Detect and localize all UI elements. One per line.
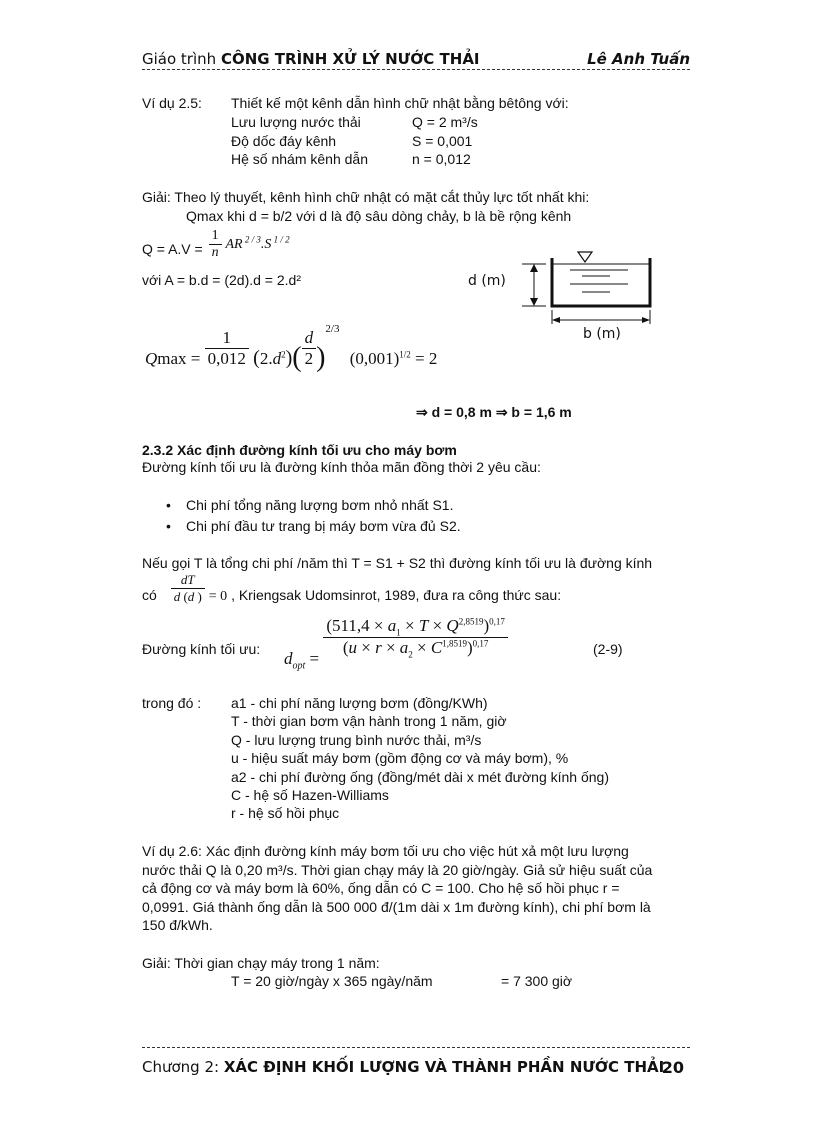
ex25-row-0-name: Lưu lượng nước thải [231,114,361,130]
ex26-solution: Giải: Thời gian chạy máy trong 1 năm: [142,955,380,971]
ex25-row-2-name: Hệ số nhám kênh dẫn [231,151,368,167]
where-item: a1 - chi phí năng lượng bơm (đồng/KWh) [231,695,488,711]
ex26-line: Ví dụ 2.6: Xác định đường kính máy bơm tối ưu cho việc hút xả một lưu lượng [142,843,629,859]
dopt-formula: $d_{opt}$ = $\frac{(511,4 \times a_1 \times T \times Q^{2,8519})^{0,17}}{(u \times r \times a_2 \times C^{1,8519})^{0,17}}$ [284,616,508,660]
list-item: • Chi phí đầu tư trang bị máy bơm vừa đủ S2. [162,518,461,539]
page-header [142,50,690,68]
where-item: a2 - chi phí đường ống (đồng/mét dài x mét đường kính ống) [231,769,609,785]
footer-divider [142,1047,690,1049]
ex25-solution-line1: Giải: Theo lý thuyết, kênh hình chữ nhật có mặt cắt thủy lực tốt nhất khi: [142,189,590,205]
ex25-result: ⇒ d = 0,8 m ⇒ b = 1,6 m [416,404,572,420]
ex25-solution-line2: Qmax khi d = b/2 với d là độ sâu dòng chảy, b là bề rộng kênh [186,208,572,224]
ex26-line: 150 đ/kWh. [142,917,213,933]
width-arrow [552,310,650,324]
ex25-label: Ví dụ 2.5: [142,95,202,111]
footer-prefix: Chương 2: [142,1058,220,1076]
depth-arrow [522,264,546,306]
para2-prefix: có [142,587,157,604]
header-title: CÔNG TRÌNH XỬ LÝ NƯỚC THẢI [220,50,480,68]
list-item: • Chi phí tổng năng lượng bơm nhỏ nhất S1. [162,497,461,518]
page-number: 20 [661,1058,684,1077]
ex26-calc-rhs: = 7 300 giờ [501,973,573,989]
ex26-line: nước thải Q là 0,20 m³/s. Thời gian chạy máy là 20 giờ/ngày. Giả sử hiệu suất của [142,862,653,878]
where-item: Q - lưu lượng trung bình nước thải, m³/s [231,732,482,748]
manning-term: AR $^{2 / 3}$.S $^{1 / 2}$ [225,234,290,253]
ex25-row-1-name: Độ dốc đáy kênh [231,133,337,149]
ex25-row-1-value: S = 0,001 [412,133,473,149]
dT-dd-fraction: $\frac{dT}{d (d )}$ [171,572,205,605]
one-over-n: $\frac{1}{n}$ [209,228,222,261]
ex26-calc-lhs: T = 20 giờ/ngày x 365 ngày/năm [231,973,433,989]
ex26-line: cả động cơ và máy bơm là 60%, ống dẫn có C = 100. Cho hệ số hồi phục r = [142,880,620,896]
section-title: 2.3.2 Xác định đường kính tối ưu cho máy bơm [142,442,457,458]
where-item: r - hệ số hồi phục [231,805,340,821]
where-label: trong đó : [142,695,202,711]
ex25-intro: Thiết kế một kênh dẫn hình chữ nhật bằng bêtông với: [231,95,569,111]
header-author: Lê Anh Tuấn [587,50,690,68]
ex25-row-2-value: n = 0,012 [412,151,471,167]
section-para1: Nếu gọi T là tổng chi phí /năm thì T = S1 + S2 thì đường kính tối ưu là đường kính [142,555,653,571]
channel-figure [460,240,670,350]
header-prefix: Giáo trình [142,50,217,68]
q-formula [142,228,290,268]
section-para2: có $\frac{dT}{d (d )}$ = 0 , Kriengsak Udomsinrot, 1989, đưa ra công thức sau: [142,572,562,605]
footer-title: XÁC ĐỊNH KHỐI LƯỢNG VÀ THÀNH PHẦN NƯỚC THẢI [223,1058,665,1076]
page-footer [142,1058,690,1076]
ex26-line: 0,0991. Giá thành ống dẫn là 500 000 đ/(1m dài x 1m đường kính), chi phí bơm là [142,899,651,915]
where-item: T - thời gian bơm vận hành trong 1 năm, giờ [231,713,507,729]
water-level-icon [578,252,592,262]
channel-section [552,252,650,306]
fig-b-label: b (m) [583,326,621,342]
header-divider [142,69,690,71]
where-item: u - hiệu suất máy bơm (gồm động cơ và máy bơm), % [231,750,569,766]
qmax-formula: Qmax = $\frac{1}{0,012}$ $(2.d^2)$( $\frac{d}{2}$ )$^{2/3}$ $(0,001)^{1/2} = 2$ [145,322,438,374]
where-item: C - hệ số Hazen-Williams [231,787,389,803]
formula-label: Đường kính tối ưu: [142,641,261,657]
section-intro: Đường kính tối ưu là đường kính thỏa mãn đồng thời 2 yêu cầu: [142,459,541,475]
formula-number: (2-9) [593,641,623,657]
requirements-list [162,497,461,539]
q-formula-lhs: Q = A.V = [142,241,203,258]
fig-d-label: d (m) [468,273,506,289]
ex25-row-0-value: Q = 2 m³/s [412,114,478,130]
with-line: với A = b.d = (2d).d = 2.d² [142,272,301,288]
para2-suffix: , Kriengsak Udomsinrot, 1989, đưa ra công thức sau: [231,587,562,604]
